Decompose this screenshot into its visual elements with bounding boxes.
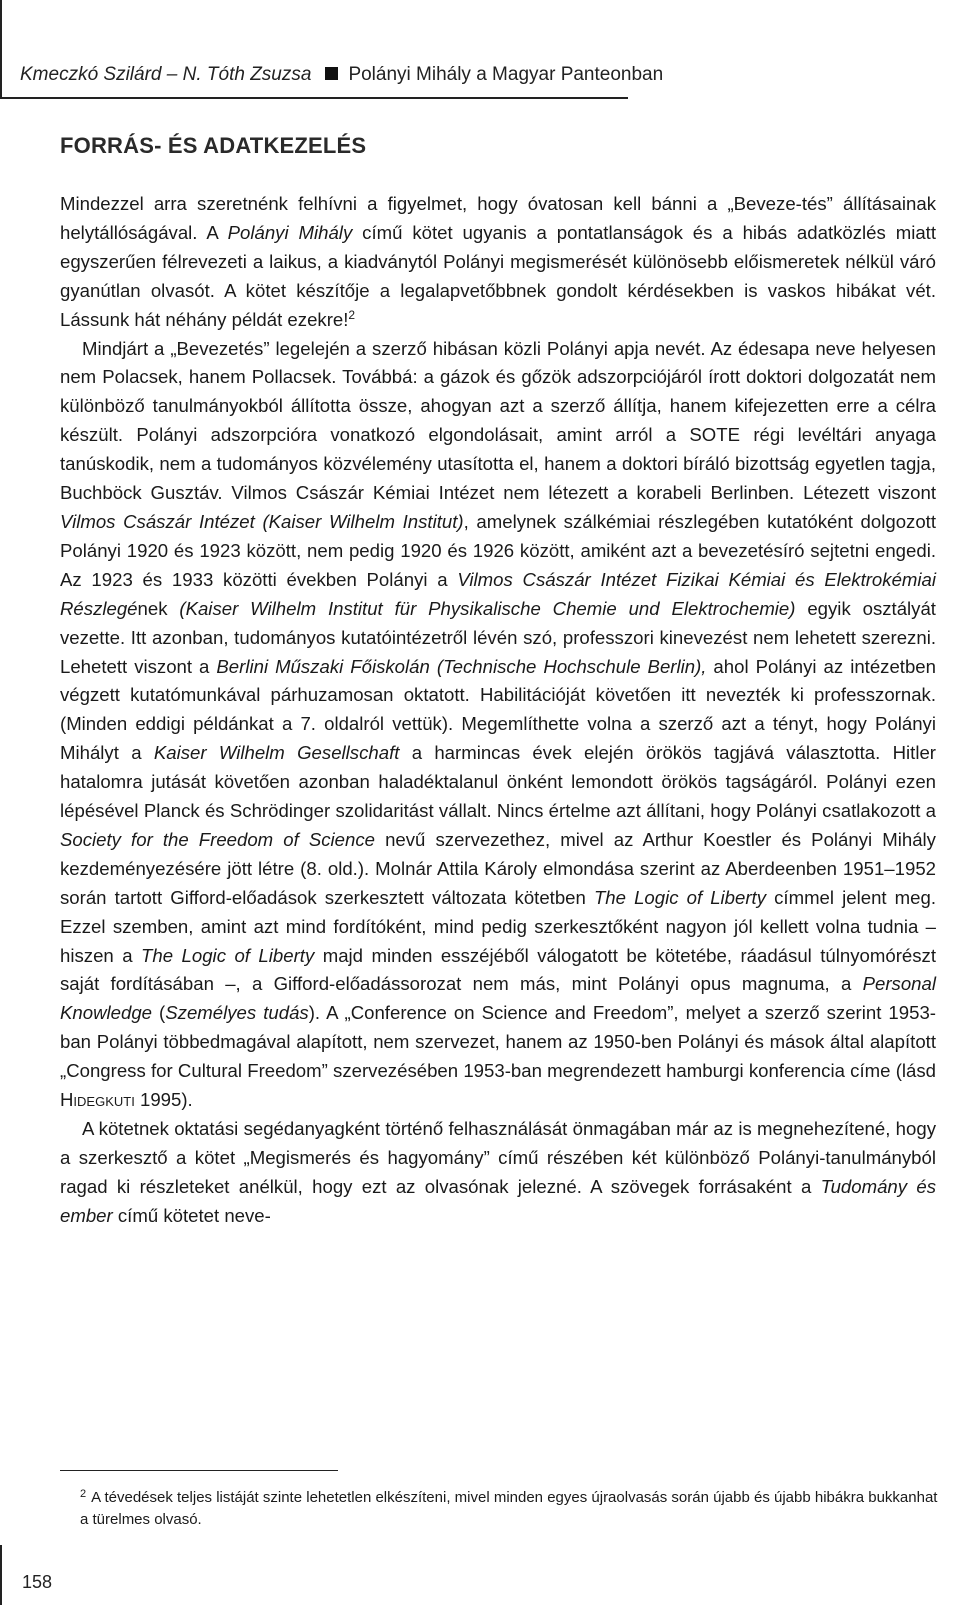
text-run: , amelynek szálkémiai részlegében kutatóként dolgozott Polányi 1920 és 1923 között, nem pedig 1920 és 1926 között, amiként azt a bevezetésíró sejtetni engedi. Az 1923 és 1933 közötti években Polányi a [60,510,937,590]
text-run: című kötet ugyanis a pontatlanságok és a hibás adatközlés miatt egyszerűen félrevezeti a laikus, a kiadványtól Polányi megismerését különösebb előismeretek nélkül váró gyanútlan olvasót. A kötet készítője a legalapvetőbbnek gondolt kérdésekben is vaskos hibákat vét. Lássunk hát néhány példát ezekre! [60,221,937,330]
text-run: 1995). [134,1089,193,1111]
body-text [60,190,936,1231]
italic-run: Vilmos Császár Intézet (Kaiser Wilhelm Institut) [60,510,464,532]
paragraph-3 [60,1115,936,1231]
text-run: majd minden esszéjéből válogatott be kötetébe, ráadásul túlnyomórészt saját fordításában –, a Gifford-előadássorozat nem más, mint Polányi opus magnuma, a [60,944,936,995]
page-number-rule [0,1545,2,1605]
footnote-ref: 2 [348,307,356,322]
footnote-text: A tévedések teljes listáját szinte lehetetlen elkészíteni, mivel minden egyes újraolvasás során újabb és újabb hibákra bukkanhat a türelmes olvasó. [80,1489,938,1528]
italic-run: The Logic of Liberty [141,944,315,966]
italic-run: Polányi Mihály [227,221,353,243]
text-run: egyik osztályát vezette. Itt azonban, tudományos kutatóintézetről lévén szó, professzori kinevezést nem lehetett szerezni. Lehetett viszont a [60,597,936,677]
italic-run: Tudomány és ember [60,1175,936,1226]
section-title: FORRÁS- ÉS ADATKEZELÉS [60,133,367,158]
italic-run: Vilmos Császár Intézet Fizikai Kémiai és Elektrokémiai Részlegé [60,568,936,619]
italic-run: Személyes tudás [165,1002,309,1024]
header-rule [0,97,628,99]
paragraph-2 [60,335,936,1115]
italic-run: The Logic of Liberty [593,886,767,908]
footnote [80,1487,940,1531]
text-run: címmel jelent meg. Ezzel szemben, amint azt mind fordítóként, mind pedig szerkesztőként nagyon jól kellett volna tudnia – hiszen a [60,886,936,966]
text-run: nek [137,597,180,619]
text-run: nevű szervezethez, mivel az Arthur Koestler és Polányi Mihály kezdeményezésére jött létre (8. old.). Molnár Attila Károly elmondása szerint az Aberdeenben 1951–1952 során tartott Gifford-előadások szerkesztett változata kötetben [60,828,936,908]
text-run: A kötetnek oktatási segédanyagként történő felhasználását önmagában már az is megnehezítené, hogy a szerkesztő a kötet „Megismerés és hagyomány” című részében két különböző Polányi-tanulmányból ragad ki részleteket anélkül, hogy ezt az olvasónak jelezné. A szövegek forrásaként a [60,1118,936,1197]
header-authors: Kmeczkó Szilárd – N. Tóth Zsuzsa [20,64,312,85]
footnote-number: 2 [80,1488,87,1500]
italic-run: Personal Knowledge [60,973,936,1024]
text-run: ahol Polányi az intézetben végzett kutatómunkával párhuzamosan oktatott. Habilitációját követően itt nevezték ki professzornak. (Minden eddigi példánkat a 7. oldalról vettük). Megemlíthette volna a szerző azt a tényt, hogy Polányi Mihályt a [60,655,936,764]
footnote-rule [60,1470,338,1471]
text-run: Mindezzel arra szeretnénk felhívni a figyelmet, hogy óvatosan kell bánni a „Beveze-tés” állításainak helytállóságával. A [60,193,936,243]
text-run: című kötetet neve- [112,1204,271,1226]
text-run: a harmincas évek elején örökös tagjává választotta. Hitler hatalomra jutását követően azonban haladéktalanul önként lemondott örökös tagságáról. Polányi ezen lépésével Planck és Schrödinger szolidaritást vállalt. Nincs értelme azt állítani, hogy Polányi csatlakozott a [60,742,937,822]
text-run: Mindjárt a „Bevezetés” legelején a szerző hibásan közli Polányi apja nevét. Az édesapa neve helyesen nem Polacsek, hanem Pollacsek. Továbbá: a gázok és gőzök adszorpciójáról írott doktori dolgozatát nem különböző tanulmányokból állította össze, ahogyan azt a szerző állítja, hanem kifejezetten erre a célra készült. Polányi adszorpcióra vonatkozó elgondolásait, amint arról a SOTE régi levéltári anyaga tanúskodik, nem a tudományos közvélemény utasította el, hanem a doktori bíráló bizottság egyetlen tagja, Buchböck Gusztáv. Vilmos Császár Kémiai Intézet nem létezett a korabeli Berlinben. Létezett viszont [60,337,936,504]
running-header [20,64,663,86]
italic-run: (Kaiser Wilhelm Institut für Physikalische Chemie und Elektrochemie) [179,597,796,619]
italic-run: Society for the Freedom of Science [60,828,375,850]
text-run: ). A „Conference on Science and Freedom”, melyet a szerző szerint 1953-ban Polányi többedmagával alapított, nem szervezet, hanem az 1950-ben Polányi és mások által alapított „Congress for Cultural Freedom” szervezésében 1953-ban megrendezett hamburgi konferencia címe (lásd [60,1002,936,1082]
text-run: ( [152,1002,166,1024]
square-bullet-icon [325,67,338,80]
small-caps-run: Hidegkuti [60,1089,135,1111]
italic-run: Berlini Műszaki Főiskolán (Technische Hochschule Berlin), [216,655,707,677]
header-title: Polányi Mihály a Magyar Panteonban [348,64,664,85]
header-corner-line [0,0,2,98]
page-number: 158 [22,1572,53,1592]
italic-run: Kaiser Wilhelm Gesellschaft [153,742,400,764]
paragraph-1 [60,190,936,335]
